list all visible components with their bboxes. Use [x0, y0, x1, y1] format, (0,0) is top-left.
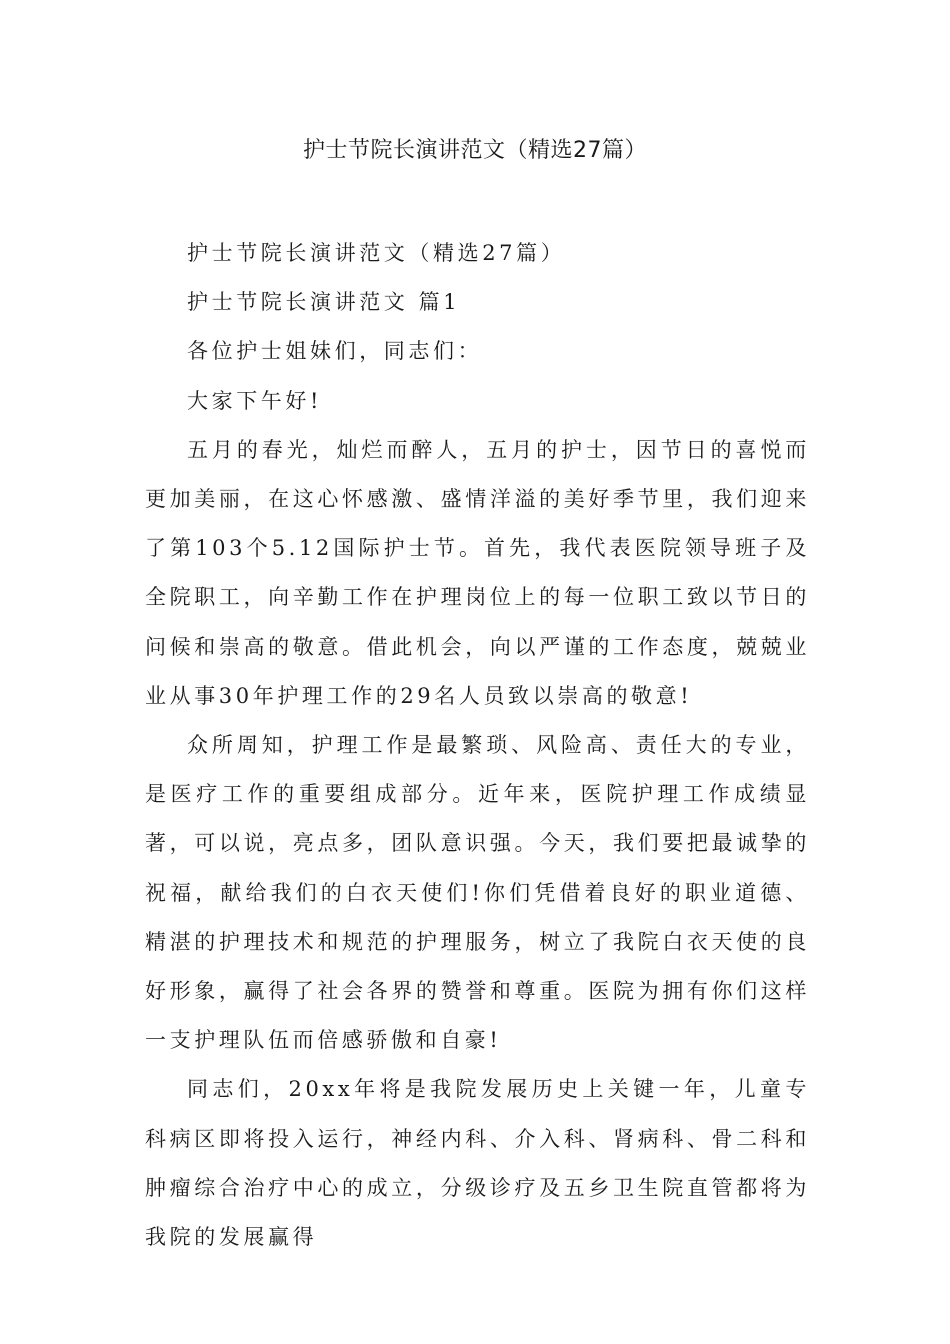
paragraph: 护士节院长演讲范文 篇1: [187, 290, 461, 315]
paragraph: 同志们，20xx年将是我院发展历史上关键一年，儿童专科病区即将投入运行，神经内科、介入科、肾病科、骨二科和肿瘤综合治疗中心的成立，分级诊疗及五乡卫生院直管都将为我院的发展赢得: [145, 1077, 810, 1250]
document-body: [145, 229, 810, 1262]
paragraph: 五月的春光，灿烂而醉人，五月的护士，因节日的喜悦而更加美丽，在这心怀感激、盛情洋溢的美好季节里，我们迎来了第103个5.12国际护士节。首先，我代表医院领导班子及全院职工，向辛勤工作在护理岗位上的每一位职工致以节日的问候和崇高的敬意。借此机会，向以严谨的工作态度，兢兢业业从事30年护理工作的29名人员致以崇高的敬意!: [145, 437, 810, 708]
document-title: 护士节院长演讲范文（精选27篇）: [303, 138, 647, 163]
paragraph: 护士节院长演讲范文（精选27篇）: [187, 241, 566, 265]
paragraph: 众所周知，护理工作是最繁琐、风险高、责任大的专业，是医疗工作的重要组成部分。近年来，医院护理工作成绩显著，可以说，亮点多，团队意识强。今天，我们要把最诚挚的祝福，献给我们的白衣天使们!你们凭借着良好的职业道德、精湛的护理技术和规范的护理服务，树立了我院白衣天使的良好形象，赢得了社会各界的赞誉和尊重。医院为拥有你们这样一支护理队伍而倍感骄傲和自豪!: [145, 733, 810, 1053]
paragraph: 各位护士姐妹们，同志们：: [187, 339, 483, 364]
paragraph: 大家下午好!: [187, 388, 323, 413]
